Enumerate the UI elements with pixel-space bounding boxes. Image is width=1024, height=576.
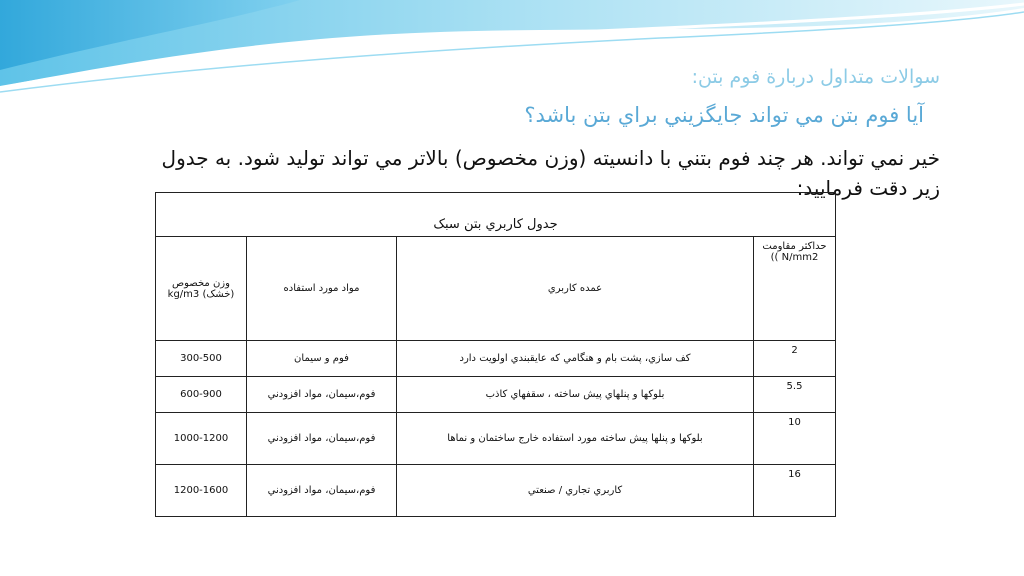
- slide-question: آيا فوم بتن مي تواند جايگزيني براي بتن باشد؟: [524, 103, 924, 127]
- table-caption: جدول كاربري بتن سبک: [156, 193, 836, 237]
- cell-materials: فوم و سيمان: [247, 341, 397, 377]
- table-row: [156, 413, 836, 465]
- table-row: [156, 341, 836, 377]
- header-density: وزن مخصوص (خشک) kg/m3: [156, 237, 247, 341]
- cell-usage: بلوكها و پنلهاي پيش ساخته ، سقفهاي كاذب: [397, 377, 754, 413]
- lightweight-concrete-usage-table: [155, 192, 836, 517]
- cell-usage: بلوكها و پنلها پيش ساخته مورد استفاده خارج ساختمان و نماها: [397, 413, 754, 465]
- slide-answer-text: خير نمي تواند. هر چند فوم بتني با دانسيته (وزن مخصوص) بالاتر مي تواند توليد شود. به جدول زير دقت فرماييد:: [161, 146, 940, 200]
- header-strength: حداكثر مقاومت N/mm2 )): [754, 237, 836, 341]
- cell-density: 1200-1600: [156, 465, 247, 517]
- cell-strength: 10: [754, 413, 836, 465]
- cell-strength: 16: [754, 465, 836, 517]
- cell-materials: فوم،سيمان، مواد افزودني: [247, 377, 397, 413]
- slide-heading: سوالات متداول دربارة فوم بتن:: [691, 66, 940, 88]
- cell-density: 300-500: [156, 341, 247, 377]
- cell-density: 600-900: [156, 377, 247, 413]
- header-materials: مواد مورد استفاده: [247, 237, 397, 341]
- table-row: [156, 465, 836, 517]
- cell-materials: فوم،سيمان، مواد افزودني: [247, 413, 397, 465]
- table-header-row: [156, 237, 836, 341]
- cell-density: 1000-1200: [156, 413, 247, 465]
- cell-materials: فوم،سيمان، مواد افزودني: [247, 465, 397, 517]
- cell-usage: كاربري تجاري / صنعتي: [397, 465, 754, 517]
- header-usage: عمده كاربري: [397, 237, 754, 341]
- cell-strength: 2: [754, 341, 836, 377]
- table-row: [156, 377, 836, 413]
- cell-usage: كف سازي، پشت بام و هنگامي كه عايقبندي اولويت دارد: [397, 341, 754, 377]
- cell-strength: 5.5: [754, 377, 836, 413]
